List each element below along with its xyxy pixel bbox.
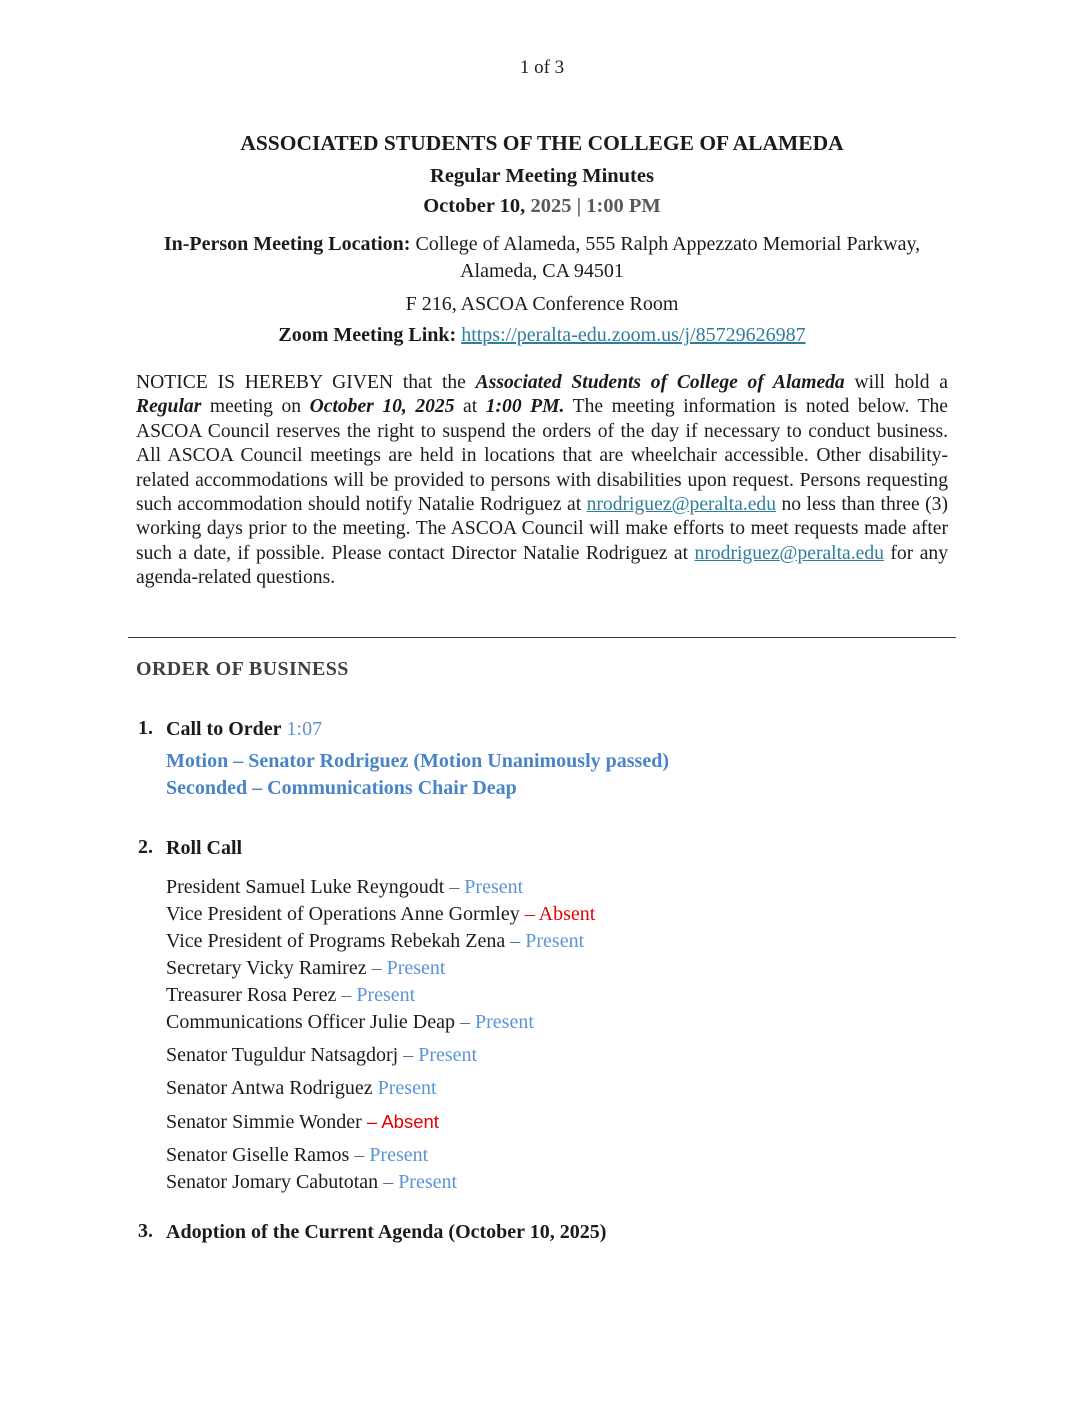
status-absent: Absent bbox=[381, 1110, 439, 1132]
roll-call-row bbox=[166, 955, 948, 982]
roll-call-row bbox=[166, 901, 948, 928]
notice-text: The meeting information is noted below. The ASCOA Council reserves the right to suspend the orders of the day if necessary to conduct business. All ASCOA Council meetings are held in locations that are wheelchair accessible. Other disability-related accommodations will be provided to persons with disabilities upon request. Persons requesting such accommodation should notify Natalie Rodriguez at bbox=[136, 396, 949, 516]
roll-call-row bbox=[166, 1075, 948, 1102]
meeting-year-time: 2025 | 1:00 PM bbox=[530, 195, 661, 217]
item-title: Roll Call bbox=[166, 836, 243, 859]
member-name: Secretary Vicky Ramirez bbox=[166, 956, 367, 979]
zoom-link-line bbox=[136, 322, 948, 349]
call-to-order-time: 1:07 bbox=[286, 717, 323, 740]
zoom-link-label: Zoom Meeting Link: bbox=[278, 324, 457, 346]
status-present: Present bbox=[369, 1143, 429, 1166]
document-subtitle: Regular Meeting Minutes bbox=[430, 165, 654, 187]
agenda-item-call-to-order bbox=[136, 717, 948, 803]
notice-text: Regular bbox=[136, 396, 202, 418]
status-separator: – bbox=[398, 1043, 419, 1066]
item-number: 3. bbox=[138, 1219, 153, 1242]
roll-call-row bbox=[166, 1009, 948, 1036]
status-separator: – bbox=[378, 1170, 399, 1193]
status-separator: – bbox=[519, 902, 539, 925]
member-name: Vice President of Operations Anne Gormley bbox=[166, 902, 520, 925]
location-address-2: Alameda, CA 94501 bbox=[460, 260, 624, 282]
roll-call-row bbox=[166, 874, 948, 901]
status-present: Present bbox=[418, 1043, 478, 1066]
notice-text: will hold a bbox=[844, 372, 948, 393]
roll-call-row bbox=[166, 1169, 948, 1196]
status-separator: – bbox=[349, 1143, 370, 1166]
member-name: President Samuel Luke Reyngoudt bbox=[166, 875, 445, 898]
roll-call-list bbox=[166, 874, 948, 1196]
document-header bbox=[136, 130, 948, 219]
roll-call-row bbox=[166, 982, 948, 1009]
motion-line: Seconded – Communications Chair Deap bbox=[166, 777, 517, 800]
status-separator: – bbox=[455, 1010, 476, 1033]
item-title: Call to Order bbox=[166, 717, 282, 740]
member-name: Senator Giselle Ramos bbox=[166, 1143, 350, 1166]
status-separator: – bbox=[336, 983, 357, 1006]
member-name: Treasurer Rosa Perez bbox=[166, 983, 337, 1006]
roll-call-row bbox=[166, 1142, 948, 1169]
location-address-1: College of Alameda, 555 Ralph Appezzato Memorial Parkway, bbox=[415, 233, 921, 255]
notice-paragraph bbox=[136, 371, 948, 591]
notice-text: at bbox=[454, 396, 486, 418]
member-name: Senator Jomary Cabutotan bbox=[166, 1170, 379, 1193]
member-name: Senator Simmie Wonder bbox=[166, 1110, 362, 1133]
notice-text: for any agenda-related questions. bbox=[136, 542, 948, 589]
section-divider bbox=[128, 637, 956, 638]
item-title: Adoption of the Current Agenda (October 10, 2025) bbox=[166, 1220, 607, 1243]
status-separator: – bbox=[361, 1110, 382, 1132]
status-present: Present bbox=[464, 875, 524, 898]
conference-room: F 216, ASCOA Conference Room bbox=[405, 293, 679, 315]
document-title: ASSOCIATED STUDENTS OF THE COLLEGE OF ALAMEDA bbox=[240, 131, 844, 155]
motion-line: Motion – Senator Rodriguez (Motion Unanimously passed) bbox=[166, 749, 669, 772]
meeting-location-block bbox=[136, 231, 948, 349]
member-name: Senator Tuguldur Natsagdorj bbox=[166, 1043, 399, 1066]
meeting-date-line bbox=[136, 193, 948, 219]
item-number: 2. bbox=[138, 835, 153, 858]
notice-text: no less than three (3) working days prior to the meeting. The ASCOA Council will make efforts to meet requests made after such a date, if possible. Please contact Director Natalie Rodriguez at bbox=[136, 494, 948, 564]
roll-call-row bbox=[166, 928, 948, 955]
meeting-date: October 10, bbox=[423, 195, 526, 217]
agenda-item-roll-call bbox=[136, 836, 948, 1196]
member-name: Communications Officer Julie Deap bbox=[166, 1010, 456, 1033]
roll-call-row bbox=[166, 1108, 948, 1136]
status-absent: Absent bbox=[538, 902, 596, 925]
zoom-meeting-link[interactable]: https://peralta-edu.zoom.us/j/85729626987 bbox=[461, 324, 806, 346]
status-present: Present bbox=[356, 983, 416, 1006]
email-link[interactable]: nrodriguez@peralta.edu bbox=[694, 542, 884, 564]
status-present: Present bbox=[377, 1076, 437, 1099]
member-name: Vice President of Programs Rebekah Zena bbox=[166, 929, 506, 952]
status-present: Present bbox=[398, 1170, 458, 1193]
member-name: Senator Antwa Rodriguez bbox=[166, 1076, 373, 1099]
status-present: Present bbox=[386, 956, 446, 979]
agenda-item-adoption bbox=[136, 1220, 948, 1244]
status-present: Present bbox=[525, 929, 585, 952]
roll-call-row bbox=[166, 1042, 948, 1069]
email-link[interactable]: nrodriguez@peralta.edu bbox=[586, 494, 777, 516]
notice-text: 1:00 PM. bbox=[485, 396, 565, 418]
notice-text: Associated Students of College of Alameda bbox=[475, 372, 845, 393]
status-present: Present bbox=[475, 1010, 534, 1033]
location-label: In-Person Meeting Location: bbox=[163, 233, 411, 255]
order-of-business-heading: ORDER OF BUSINESS bbox=[136, 657, 349, 680]
status-separator: – bbox=[505, 929, 526, 952]
meeting-location-line bbox=[136, 231, 948, 258]
page-number: 1 of 3 bbox=[519, 57, 565, 78]
status-separator: – bbox=[366, 956, 387, 979]
notice-text: NOTICE IS HEREBY GIVEN that the bbox=[136, 372, 476, 393]
status-separator: – bbox=[444, 875, 465, 898]
notice-text: October 10, 2025 bbox=[309, 396, 455, 418]
motion-lines bbox=[166, 748, 948, 803]
notice-text: meeting on bbox=[201, 396, 310, 418]
item-number: 1. bbox=[138, 716, 153, 739]
